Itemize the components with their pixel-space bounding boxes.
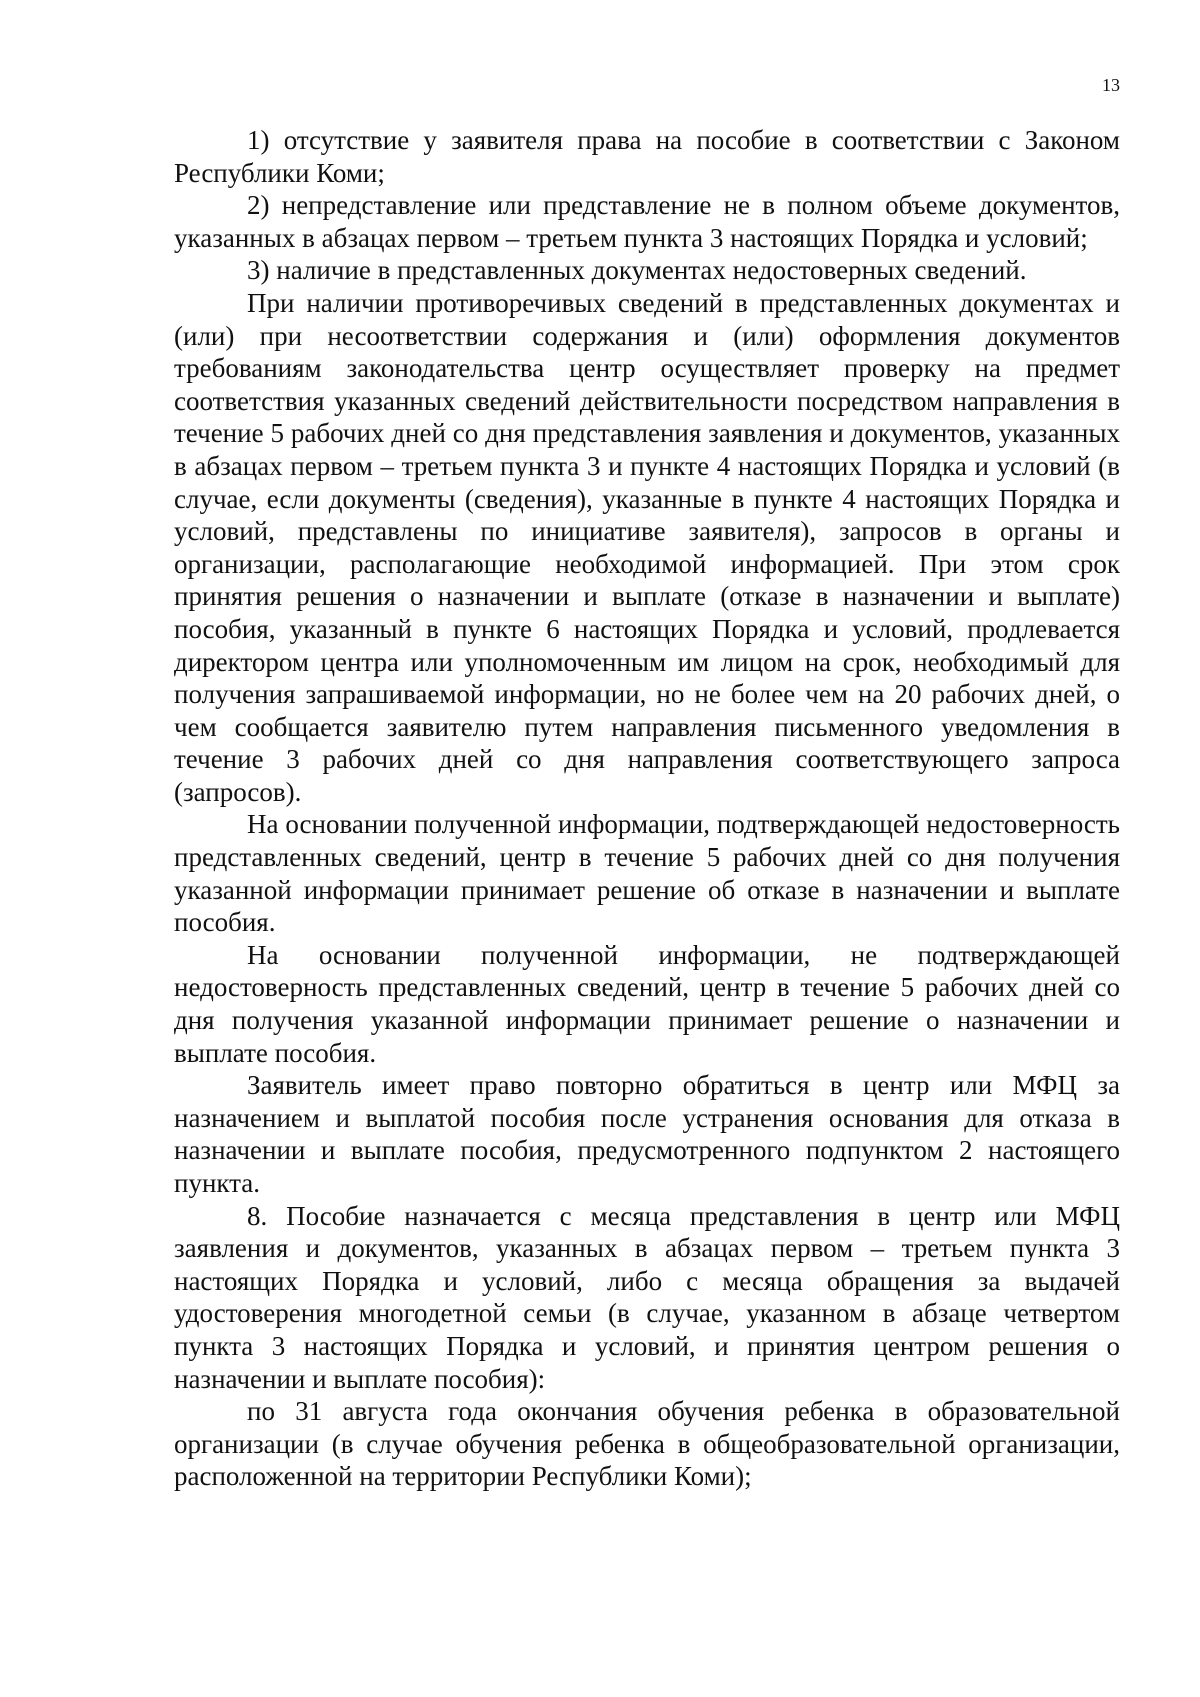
document-body — [174, 124, 1120, 1493]
paragraph-item-8: 8. Пособие назначается с месяца представления в центр или МФЦ заявления и документов, указанных в абзацах первом – третьем пункта 3 настоящих Порядка и условий, либо с месяца обращения за выдачей удостоверения многодетной семьи (в случае, указанном в абзаце четвертом пункта 3 настоящих Порядка и условий, и принятия центром решения о назначении и выплате пособия): — [174, 1200, 1120, 1394]
paragraph-item-3: 3) наличие в представленных документах недостоверных сведений. — [247, 255, 1027, 286]
paragraph-not-confirming-info: На основании полученной информации, не подтверждающей недостоверность представленных сведений, центр в течение 5 рабочих дней со дня получения указанной информации принимает решение о назначении и выплате пособия. — [174, 939, 1120, 1068]
paragraph-conflicting-info: При наличии противоречивых сведений в представленных документах и (или) при несоответствии содержания и (или) оформления документов требованиям законодательства центр осуществляет проверку на предмет соответствия указанных сведений действительности посредством направления в течение 5 рабочих дней со дня представления заявления и документов, указанных в абзацах первом – третьем пункта 3 и пункте 4 настоящих Порядка и условий (в случае, если документы (сведения), указанные в пункте 4 настоящих Порядка и условий, представлены по инициативе заявителя), запросов в органы и организации, располагающие необходимой информацией. При этом срок принятия решения о назначении и выплате (отказе в назначении и выплате) пособия, указанный в пункте 6 настоящих Порядка и условий, продлевается директором центра или уполномоченным им лицом на срок, необходимый для получения запрашиваемой информации, но не более чем на 20 рабочих дней, о чем сообщается заявителю путем направления письменного уведомления в течение 3 рабочих дней со дня направления соответствующего запроса (запросов). — [174, 287, 1120, 807]
paragraph-repeat-application: Заявитель имеет право повторно обратиться в центр или МФЦ за назначением и выплатой пособия после устранения основания для отказа в назначении и выплате пособия, предусмотренного подпунктом 2 настоящего пункта. — [174, 1070, 1120, 1198]
paragraph-item-1: 1) отсутствие у заявителя права на пособие в соответствии с Законом Республики Коми; — [174, 125, 1120, 188]
paragraph-confirming-info: На основании полученной информации, подтверждающей недостоверность представленных сведений, центр в течение 5 рабочих дней со дня получения указанной информации принимает решение об отказе в назначении и выплате пособия. — [174, 809, 1120, 938]
paragraph-item-2: 2) непредставление или представление не в полном объеме документов, указанных в абзацах первом – третьем пункта 3 настоящих Порядка и условий; — [174, 190, 1120, 253]
page-number: 13 — [1102, 75, 1120, 95]
paragraph-until-august-31: по 31 августа года окончания обучения ребенка в образовательной организации (в случае обучения ребенка в общеобразовательной организации, расположенной на территории Республики Коми); — [174, 1396, 1120, 1492]
